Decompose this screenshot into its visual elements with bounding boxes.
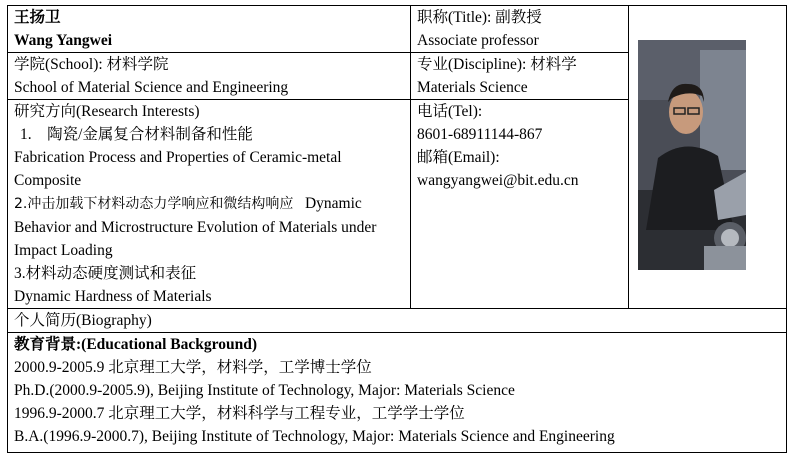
education-line-3: 1996.9-2000.7 北京理工大学，材料科学与工程专业，工学学士学位 (14, 405, 465, 422)
email-label: 邮箱(Email): (417, 149, 500, 166)
biography-label: 个人简历(Biography) (14, 312, 152, 329)
research-item-3-en: Dynamic Hardness of Materials (14, 288, 212, 305)
profile-table (7, 5, 787, 453)
contact-cell (411, 100, 629, 309)
biography-cell (8, 309, 787, 333)
photo-cell (629, 6, 787, 309)
school-cell (8, 53, 411, 100)
name-en: Wang Yangwei (14, 32, 113, 49)
research-item-3-cn: 3.材料动态硬度测试和表征 (14, 265, 197, 282)
title-en: Associate professor (417, 32, 539, 49)
discipline-cell (411, 53, 629, 100)
discipline-en: Materials Science (417, 79, 528, 96)
title-cell (411, 6, 629, 53)
education-heading-cn: 教育背景: (14, 336, 82, 353)
research-item-2 (14, 192, 410, 262)
name-cn: 王扬卫 (14, 9, 61, 26)
education-cell (8, 333, 787, 453)
title-cn: 职称(Title): 副教授 (417, 9, 542, 26)
tel-value: 8601-68911144-867 (417, 126, 543, 143)
research-heading: 研究方向(Research Interests) (14, 103, 200, 120)
education-heading (14, 333, 786, 356)
school-cn: 学院(School): 材料学院 (14, 56, 169, 73)
research-item-2-en: Dynamic Behavior and Microstructure Evolution of Materials under Impact Loading (14, 195, 377, 259)
portrait-image (638, 40, 746, 270)
email-value[interactable]: wangyangwei@bit.edu.cn (417, 172, 579, 189)
research-cell (8, 100, 411, 309)
name-cell (8, 6, 411, 53)
school-en: School of Material Science and Engineering (14, 79, 289, 96)
discipline-cn: 专业(Discipline): 材料学 (417, 56, 577, 73)
research-item-2-cn: 2.冲击加载下材料动态力学响应和微结构响应 (14, 196, 294, 212)
research-item-1-cn: 1. 陶瓷/金属复合材料制备和性能 (20, 126, 253, 143)
education-line-1: 2000.9-2005.9 北京理工大学，材料学，工学博士学位 (14, 359, 372, 376)
profile-photo (638, 40, 746, 270)
research-item-1-en: Fabrication Process and Properties of Ceramic-metal Composite (14, 149, 342, 189)
education-heading-en: (Educational Background) (81, 336, 258, 353)
tel-label: 电话(Tel): (417, 103, 483, 120)
education-line-4: B.A.(1996.9-2000.7), Beijing Institute of Technology, Major: Materials Science and Engineering (14, 428, 615, 445)
education-line-2: Ph.D.(2000.9-2005.9), Beijing Institute of Technology, Major: Materials Science (14, 382, 515, 399)
